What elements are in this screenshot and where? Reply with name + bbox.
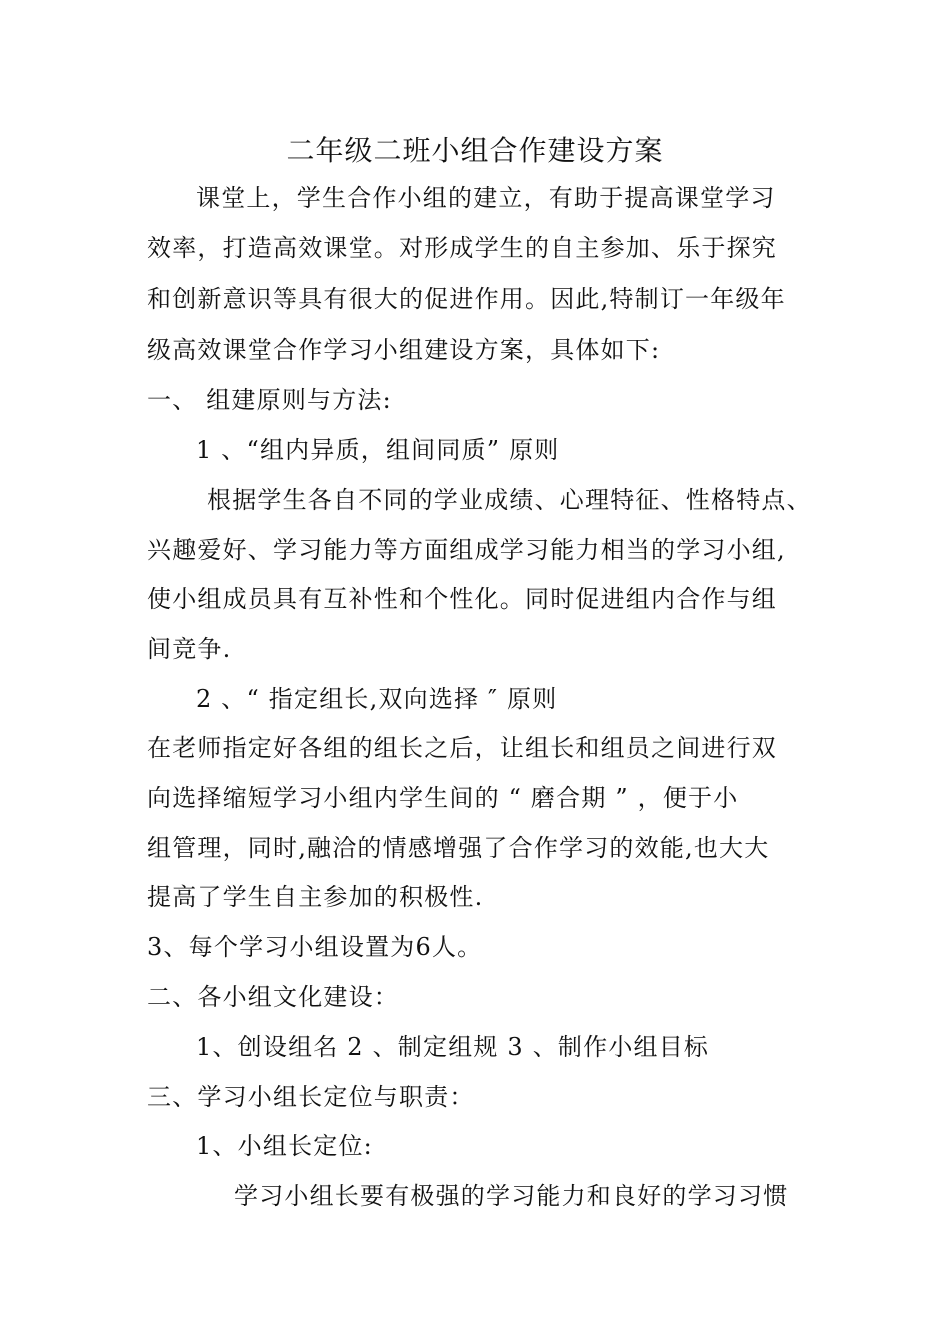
subheading-3-1: 1、小组长定位: xyxy=(196,1132,373,1160)
paragraph-line-13: 学习小组长要有极强的学习能力和良好的学习习惯 xyxy=(234,1182,789,1210)
paragraph-line-7: 使小组成员具有互补性和个性化。同时促进组内合作与组 xyxy=(147,585,777,613)
section-heading-2: 二、各小组文化建设： xyxy=(147,983,399,1011)
paragraph-line-11: 组管理，同时,融洽的情感增强了合作学习的效能,也大大 xyxy=(147,834,770,862)
paragraph-line-4: 级高效课堂合作学习小组建设方案，具体如下: xyxy=(147,336,661,364)
document-title: 二年级二班小组合作建设方案 xyxy=(286,134,664,167)
paragraph-line-5: 根据学生各自不同的学业成绩、心理特征、性格特点、 xyxy=(207,486,812,514)
section-heading-3: 三、学习小组长定位与职责： xyxy=(147,1083,475,1111)
paragraph-line-6: 兴趣爱好、学习能力等方面组成学习能力相当的学习小组, xyxy=(147,536,786,564)
paragraph-line-8: 间竞争. xyxy=(147,635,232,663)
paragraph-line-3: 和创新意识等具有很大的促进作用。因此,特制订一年级年 xyxy=(147,285,786,313)
section-heading-1: 一、 组建原则与方法: xyxy=(147,386,392,414)
subheading-1-1: 1 、“组内异质，组间同质” 原则 xyxy=(196,436,560,464)
paragraph-line-1: 课堂上，学生合作小组的建立，有助于提高课堂学习 xyxy=(196,184,776,212)
paragraph-line-2: 效率，打造高效课堂。对形成学生的自主参加、乐于探究 xyxy=(147,234,777,262)
list-item-culture: 1、创设组名 2 、制定组规 3 、制作小组目标 xyxy=(196,1033,710,1061)
paragraph-line-12: 提高了学生自主参加的积极性. xyxy=(147,883,484,911)
subheading-1-2: 2 、“ 指定组长,双向选择 ″ 原则 xyxy=(196,685,558,713)
paragraph-line-9: 在老师指定好各组的组长之后，让组长和组员之间进行双 xyxy=(147,734,777,762)
paragraph-line-10: 向选择缩短学习小组内学生间的 “ 磨合期 ” ，便于小 xyxy=(147,784,739,812)
subheading-1-3: 3、每个学习小组设置为6人。 xyxy=(147,933,483,961)
